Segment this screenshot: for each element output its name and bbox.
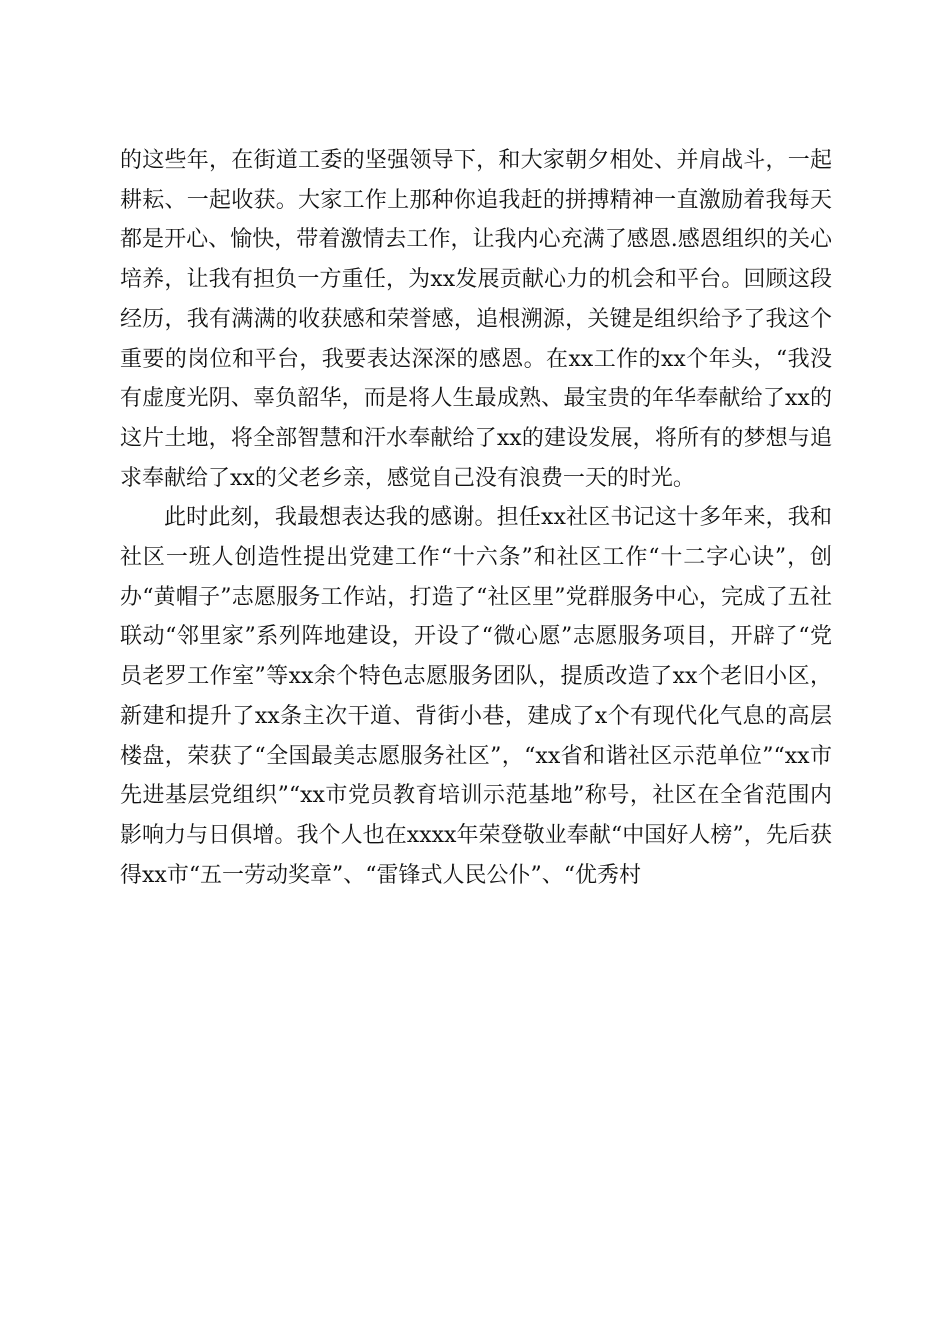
document-body [120,141,832,895]
paragraph-gratitude-continued: 的这些年，在街道工委的坚强领导下，和大家朝夕相处、并肩战斗，一起耕耘、一起收获。大家工作上那种你追我赶的拼搏精神一直激励着我每天都是开心、愉快，带着激情去工作，让我内心充满了感恩.感恩组织的关心培养，让我有担负一方重任，为xx发展贡献心力的机会和平台。回顾这段经历，我有满满的收获感和荣誉感，追根溯源，关键是组织给予了我这个重要的岗位和平台，我要表达深深的感恩。在xx工作的xx个年头，“我没有虚度光阴、辜负韶华，而是将人生最成熟、最宝贵的年华奉献给了xx的这片土地，将全部智慧和汗水奉献给了xx的建设发展，将所有的梦想与追求奉献给了xx的父老乡亲，感觉自己没有浪费一天的时光。 [120,148,832,491]
paragraph-thanks: 此时此刻，我最想表达我的感谢。担任xx社区书记这十多年来，我和社区一班人创造性提出党建工作“十六条”和社区工作“十二字心诀”，创办“黄帽子”志愿服务工作站，打造了“社区里”党群服务中心，完成了五社联动“邻里家”系列阵地建设，开设了“微心愿”志愿服务项目，开辟了“党员老罗工作室”等xx余个特色志愿服务团队，提质改造了xx个老旧小区，新建和提升了xx条主次干道、背街小巷，建成了x个有现代化气息的高层楼盘，荣获了“全国最美志愿服务社区”，“xx省和谐社区示范单位”“xx市先进基层党组织”“xx市党员教育培训示范基地”称号，社区在全省范围内影响力与日俱增。我个人也在xxxx年荣登敬业奉献“中国好人榜”，先后获得xx市“五一劳动奖章”、“雷锋式人民公仆”、“优秀村 [120,505,832,888]
